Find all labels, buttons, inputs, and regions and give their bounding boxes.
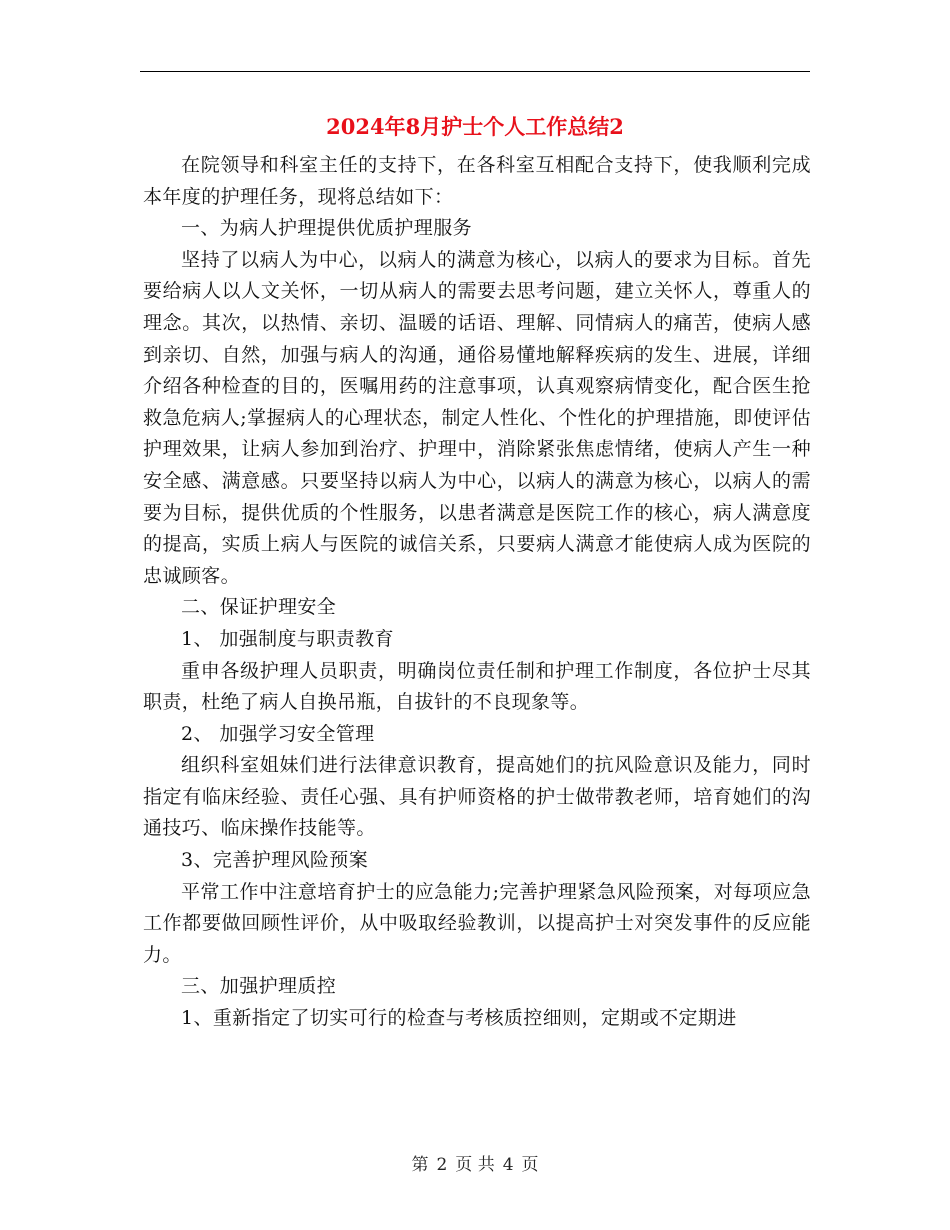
section-1-paragraph: 坚持了以病人为中心，以病人的满意为核心，以病人的要求为目标。首先要给病人以人文关怀，一切从病人的需要去思考问题，建立关怀人，尊重人的理念。其次，以热情、亲切、温暖的话语、理解、同情病人的痛苦，使病人感到亲切、自然，加强与病人的沟通，通俗易懂地解释疾病的发生、进展，详细介绍各种检查的目的，医嘱用药的注意事项，认真观察病情变化，配合医生抢救急危病人;掌握病人的心理状态，制定人性化、个性化的护理措施，即使评估护理效果，让病人参加到治疗、护理中，消除紧张焦虑情绪，使病人产生一种安全感、满意感。只要坚持以病人为中心，以病人的满意为核心，以病人的需要为目标，提供优质的个性服务，以患者满意是医院工作的核心，病人满意度的提高，实质上病人与医院的诚信关系，只要病人满意才能使病人成为医院的忠诚顾客。	[143, 248, 811, 587]
footer-suffix: 页	[521, 1155, 539, 1175]
subsection-2-2-paragraph: 组织科室姐妹们进行法律意识教育，提高她们的抗风险意识及能力，同时指定有临床经验、责任心强、具有护师资格的护士做带教老师，培育她们的沟通技巧、临床操作技能等。	[143, 754, 811, 840]
subsection-2-3-paragraph: 平常工作中注意培育护士的应急能力;完善护理紧急风险预案，对每项应急工作都要做回顾性评价，从中吸取经验教训，以提高护士对突发事件的反应能力。	[143, 880, 811, 966]
section-heading-1: 一、为病人护理提供优质护理服务	[181, 217, 473, 240]
document-title: 2024年8月护士个人工作总结2	[326, 114, 624, 139]
footer-middle: 页 共	[455, 1155, 495, 1175]
header-rule	[140, 71, 810, 72]
section-heading-2: 二、保证护理安全	[181, 596, 337, 619]
subsection-heading-2-3: 3、完善护理风险预案	[181, 849, 369, 872]
subsection-heading-2-2: 2、 加强学习安全管理	[181, 722, 375, 745]
intro-paragraph: 在院领导和科室主任的支持下，在各科室互相配合支持下，使我顺利完成本年度的护理任务，现将总结如下：	[143, 154, 811, 208]
section-3-paragraph: 1、重新指定了切实可行的检查与考核质控细则，定期或不定期进	[181, 1007, 737, 1030]
document-body	[143, 150, 811, 1035]
subsection-2-1-paragraph: 重申各级护理人员职责，明确岗位责任制和护理工作制度，各位护士尽其职责，杜绝了病人自换吊瓶，自拔针的不良现象等。	[143, 659, 811, 714]
section-heading-3: 三、加强护理质控	[181, 975, 337, 998]
subsection-heading-2-1: 1、 加强制度与职责教育	[181, 627, 394, 650]
footer-page-number: 2	[436, 1155, 448, 1175]
footer-total-pages: 4	[502, 1155, 514, 1175]
footer-prefix: 第	[411, 1155, 429, 1175]
page-footer	[0, 1153, 950, 1177]
